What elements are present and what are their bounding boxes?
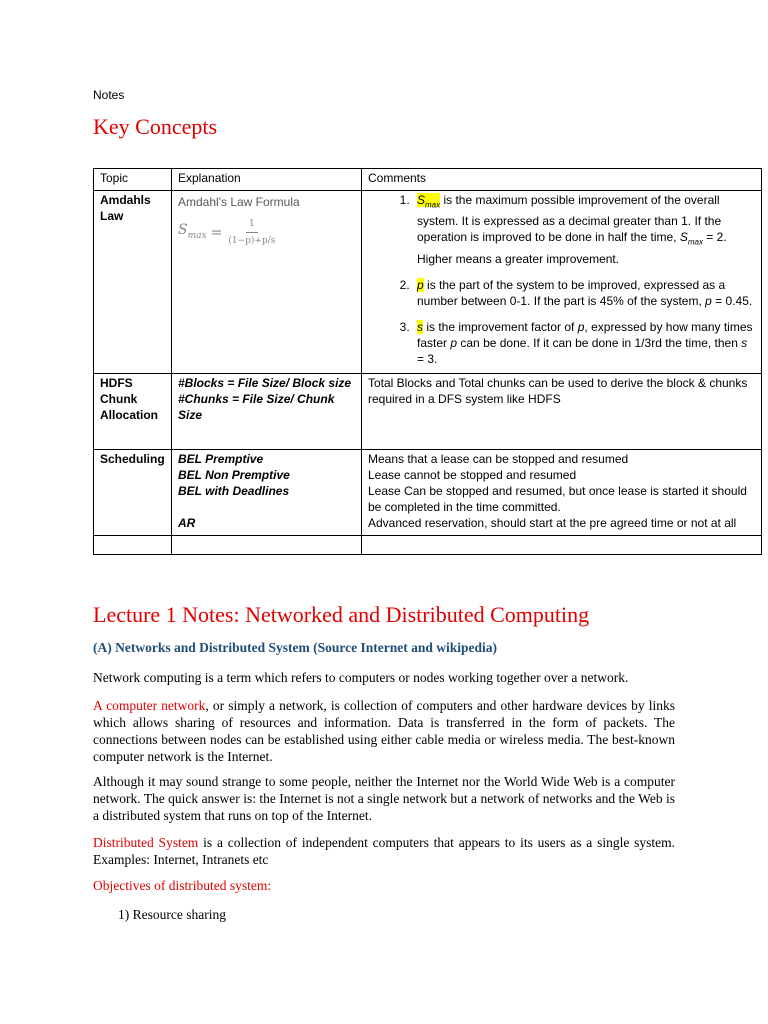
list-item: 1. $S_{max}$ is the maximum possible improvement of the overall system. It is expressed as a decimal greater than 1. If the operation is improved to be done in half the time, $S_{max} = 2$. Higher means a greater improvement. [413,192,755,267]
scheduling-comment-2: Lease cannot be stopped and resumed [368,467,577,482]
paragraph-internet: Although it may sound strange to some people, neither the Internet nor the World Wide Web is a computer network. The quick answer is: the Internet is not a single network but a network of networks and the Web is a distributed system that runs on top of the Internet. [93,774,675,823]
amdahl-explanation [172,191,362,374]
section-subheading: (A) Networks and Distributed System (Source Internet and wikipedia) [93,640,498,655]
topic-hdfs: HDFS Chunk Allocation [94,373,172,449]
header-comments: Comments [362,169,762,191]
header-explanation: Explanation [172,169,362,191]
formula-denominator: (1−p)+p/s [228,236,276,246]
formula-lhs: S [178,221,188,238]
scheduling-comment-1: Means that a lease can be stopped and resumed [368,451,629,466]
notes-label: Notes [93,88,125,102]
formula-lhs-sub: max [187,230,207,241]
hdfs-explanation [172,373,362,449]
term-distributed-system: Distributed System [93,835,199,850]
formula-fraction [226,216,277,249]
amdahl-formula-image [178,192,355,249]
amdahl-comments [362,191,762,374]
scheduling-comment-3: Lease Can be stopped and resumed, but once lease is started it should be completed in the time committed. [368,483,747,514]
topic-amdahl: Amdahls Law [94,191,172,374]
paragraph-network-computing: Network computing is a term which refers to computers or nodes working together over a network. [93,670,629,685]
scheduling-comments [362,449,762,535]
formula-numerator: 1 [246,216,258,233]
scheduling-explanation [172,449,362,535]
scheduling-comment-4: Advanced reservation, should start at the pre agreed time or not at all [368,515,737,530]
bel-non-premptive: BEL Non Premptive [178,467,290,482]
key-concepts-heading: Key Concepts [93,114,218,139]
paragraph-distributed-system: Distributed System is a collection of independent computers that appears to its users as a single system. Examples: Internet, Intranets etc [93,835,675,867]
topic-scheduling: Scheduling [94,449,172,535]
table-row [94,449,762,535]
amdahl-formula [178,216,355,249]
term-computer-network: A computer network [93,698,206,713]
objectives-heading: Objectives of distributed system: [93,878,272,893]
list-item: 2. p is the part of the system to be improved, expressed as a number between 0-1. If the part is 45% of the system, p = 0.45. [413,277,755,309]
hdfs-comment: Total Blocks and Total chunks can be used to derive the block & chunks required in a DFS system like HDFS [362,373,762,449]
table-row-empty [94,535,762,554]
hdfs-blocks-formula: #Blocks = File Size/ Block size [178,375,352,390]
bel-with-deadlines: BEL with Deadlines [178,483,290,498]
header-topic: Topic [94,169,172,191]
amdahl-comment-list [368,192,755,367]
hdfs-chunks-formula: #Chunks = File Size/ Chunk Size [178,391,335,422]
key-concepts-table [93,168,762,555]
lecture-title: Lecture 1 Notes: Networked and Distributed Computing [93,602,590,627]
formula-title: Amdahl's Law Formula [178,195,300,209]
list-item: 3. s is the improvement factor of p, expressed by how many times faster p can be done. If it can be done in 1/3rd the time, then s = 3. [413,319,755,367]
table-row [94,373,762,449]
formula-equals: = [210,224,223,241]
list-item: 1) Resource sharing [118,907,226,922]
table-row [94,191,762,374]
advance-reservation: AR [178,515,196,530]
paragraph-computer-network: A computer network, or simply a network, is collection of computers and other hardware devices by links which allows sharing of resources and information. Data is transferred in the form of packets. The connections between nodes can be established using either cable media or wireless media. The best-known computer network is the Internet. [93,698,675,764]
table-header-row [94,169,762,191]
bel-premptive: BEL Premptive [178,451,264,466]
